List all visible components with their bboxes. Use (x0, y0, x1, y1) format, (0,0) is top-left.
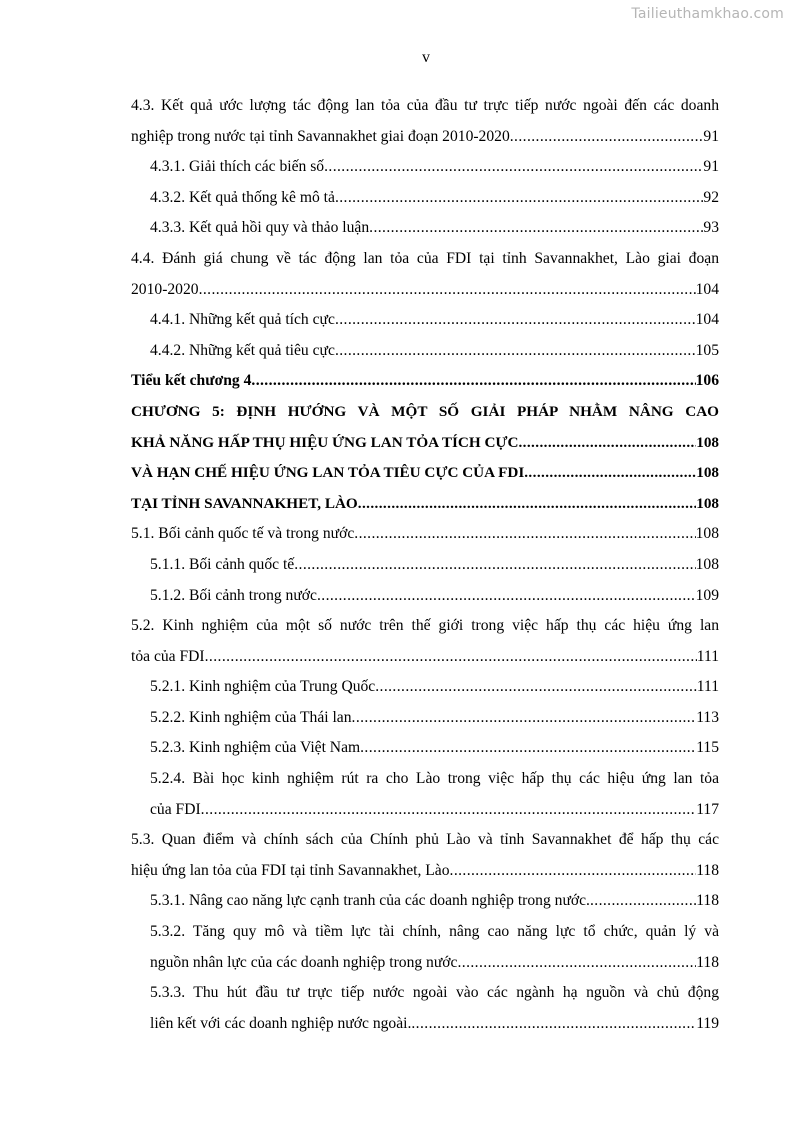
toc-leader-dots (375, 672, 697, 703)
toc-entry-text: 4.3.1. Giải thích các biến số (150, 158, 325, 176)
toc-entry (131, 703, 719, 734)
toc-entry-text: TẠI TỈNH SAVANNAKHET, LÀO (131, 494, 358, 512)
toc-leader-dots (450, 856, 697, 887)
chapter-heading: CHƯƠNG 5: ĐỊNH HƯỚNG VÀ MỘT SỐ GIẢI PHÁP NHẰM NÂNG CAO (131, 402, 719, 420)
toc-entry-text: Tiểu kết chương 4 (131, 372, 252, 390)
toc-entry-text: 5.2.1. Kinh nghiệm của Trung Quốc (150, 678, 376, 696)
toc-entry-text: VÀ HẠN CHẾ HIỆU ỨNG LAN TỎA TIÊU CỰC CỦA FDI (131, 464, 525, 482)
toc-page-number: 104 (695, 311, 719, 329)
toc-entry (131, 489, 719, 520)
toc-entry-text: của FDI (150, 800, 201, 818)
toc-leader-dots (411, 1009, 696, 1040)
toc-entry (131, 519, 719, 550)
toc-page-number: 118 (696, 892, 719, 910)
toc-page-number: 108 (695, 525, 719, 543)
toc-leader-dots (457, 948, 696, 979)
toc-entry (131, 672, 719, 703)
toc-leader-dots (335, 305, 696, 336)
toc-leader-dots (369, 213, 703, 244)
toc-entry-text: 5.3.1. Nâng cao năng lực cạnh tranh của các doanh nghiệp trong nước. (150, 892, 590, 910)
toc-entry (131, 213, 719, 244)
toc-page-number: 109 (695, 586, 719, 604)
toc-entry-text: 5.1.1. Bối cảnh quốc tế (150, 555, 295, 573)
toc-entry-line: 4.4. Đánh giá chung về tác động lan tỏa của FDI tại tỉnh Savannakhet, Lào giai đoạn (131, 249, 719, 267)
toc-leader-dots (360, 733, 696, 764)
toc-entry-text: nghiệp trong nước tại tỉnh Savannakhet giai đoạn 2010-2020 (131, 127, 510, 145)
toc-page-number: 119 (696, 1014, 719, 1032)
toc-leader-dots (205, 642, 697, 673)
toc-leader-dots (294, 550, 695, 581)
toc-entry (131, 122, 719, 153)
toc-page-number: 106 (695, 372, 719, 390)
toc-entry-text: 5.2.3. Kinh nghiệm của Việt Nam (150, 739, 361, 757)
toc-leader-dots (524, 458, 696, 489)
toc-entry-text: 5.1.2. Bối cảnh trong nước (150, 586, 317, 604)
toc-leader-dots (358, 489, 696, 520)
toc-page-number: 117 (696, 800, 719, 818)
watermark: Tailieuthamkhao.com (631, 6, 784, 22)
toc-page-number: 118 (696, 953, 719, 971)
toc-page-number: 92 (703, 188, 719, 206)
toc-entry (131, 856, 719, 887)
toc-entry-line: 4.3. Kết quả ước lượng tác động lan tỏa của đầu tư trực tiếp nước ngoài đến các doanh (131, 97, 719, 114)
toc-entry (131, 305, 719, 336)
toc-entry-text: hiệu ứng lan tỏa của FDI tại tỉnh Savannakhet, Lào (131, 861, 450, 879)
toc-leader-dots (510, 122, 704, 153)
toc-page-number: 108 (696, 494, 719, 512)
toc-leader-dots (199, 275, 696, 306)
toc-page-number: 118 (696, 861, 719, 879)
toc-entry-line: 5.3.3. Thu hút đầu tư trực tiếp nước ngoài vào các ngành hạ nguồn và chủ động (150, 984, 719, 1002)
toc-entry (131, 733, 719, 764)
toc-page-number: 111 (696, 647, 719, 665)
toc-entry (131, 275, 719, 306)
toc-entry-line: 5.2.4. Bài học kinh nghiệm rút ra cho Lào trong việc hấp thụ các hiệu ứng lan tỏa (150, 770, 719, 788)
toc-entry-text: KHẢ NĂNG HẤP THỤ HIỆU ỨNG LAN TỎA TÍCH CỰC (131, 433, 519, 451)
toc-leader-dots (518, 428, 696, 459)
toc-entry (131, 886, 719, 917)
toc-entry-text: liên kết với các doanh nghiệp nước ngoài. (150, 1014, 412, 1032)
toc-entry (131, 183, 719, 214)
toc-page-number: 111 (696, 678, 719, 696)
toc-page-number: 115 (696, 739, 719, 757)
toc-page-number: 108 (695, 555, 719, 573)
toc-entry-text: 4.3.3. Kết quả hồi quy và thảo luận (150, 219, 370, 237)
toc-leader-dots (352, 703, 697, 734)
toc-page-number: 91 (703, 158, 719, 176)
toc-entry (131, 428, 719, 459)
toc-entry (131, 795, 719, 826)
toc-leader-dots (201, 795, 697, 826)
toc-leader-dots (324, 152, 703, 183)
toc-leader-dots (590, 886, 696, 917)
toc-page-number: 108 (696, 464, 719, 482)
toc-entry (131, 550, 719, 581)
toc-leader-dots (251, 366, 695, 397)
toc-entry-line: 5.2. Kinh nghiệm của một số nước trên thế giới trong việc hấp thụ các hiệu ứng lan (131, 617, 719, 635)
toc-entry-line: 5.3. Quan điểm và chính sách của Chính phủ Lào và tỉnh Savannakhet để hấp thụ các (131, 831, 719, 849)
toc-entry (131, 366, 719, 397)
toc-leader-dots (335, 336, 696, 367)
toc-leader-dots (354, 519, 695, 550)
toc-entry-text: 2010-2020 (131, 280, 199, 298)
toc-entry (131, 642, 719, 673)
toc-entry-text: 4.4.1. Những kết quả tích cực (150, 311, 335, 329)
toc-page-number: 91 (703, 127, 719, 145)
toc-page-number: 93 (703, 219, 719, 237)
toc-entry-text: 4.4.2. Những kết quả tiêu cực (150, 341, 335, 359)
toc-entry (131, 581, 719, 612)
toc-entry-line: 5.3.2. Tăng quy mô và tiềm lực tài chính, nâng cao năng lực tổ chức, quản lý và (150, 923, 719, 941)
toc-entry (131, 1009, 719, 1040)
toc-entry-text: 4.3.2. Kết quả thống kê mô tả (150, 188, 335, 206)
toc-entry-text: 5.2.2. Kinh nghiệm của Thái lan (150, 708, 352, 726)
toc-entry-text: 5.1. Bối cảnh quốc tế và trong nước (131, 525, 355, 543)
toc-page-number: 113 (696, 708, 719, 726)
table-of-contents (131, 91, 719, 1039)
toc-entry (131, 336, 719, 367)
toc-leader-dots (335, 183, 703, 214)
page-number: v (422, 49, 430, 66)
toc-page-number: 104 (695, 280, 719, 298)
toc-entry (131, 458, 719, 489)
toc-page-number: 108 (696, 433, 719, 451)
toc-page-number: 105 (695, 341, 719, 359)
toc-leader-dots (317, 581, 696, 612)
toc-entry-text: tỏa của FDI (131, 647, 205, 665)
toc-entry (131, 152, 719, 183)
toc-entry (131, 948, 719, 979)
toc-entry-text: nguồn nhân lực của các doanh nghiệp trong nước (150, 953, 458, 971)
